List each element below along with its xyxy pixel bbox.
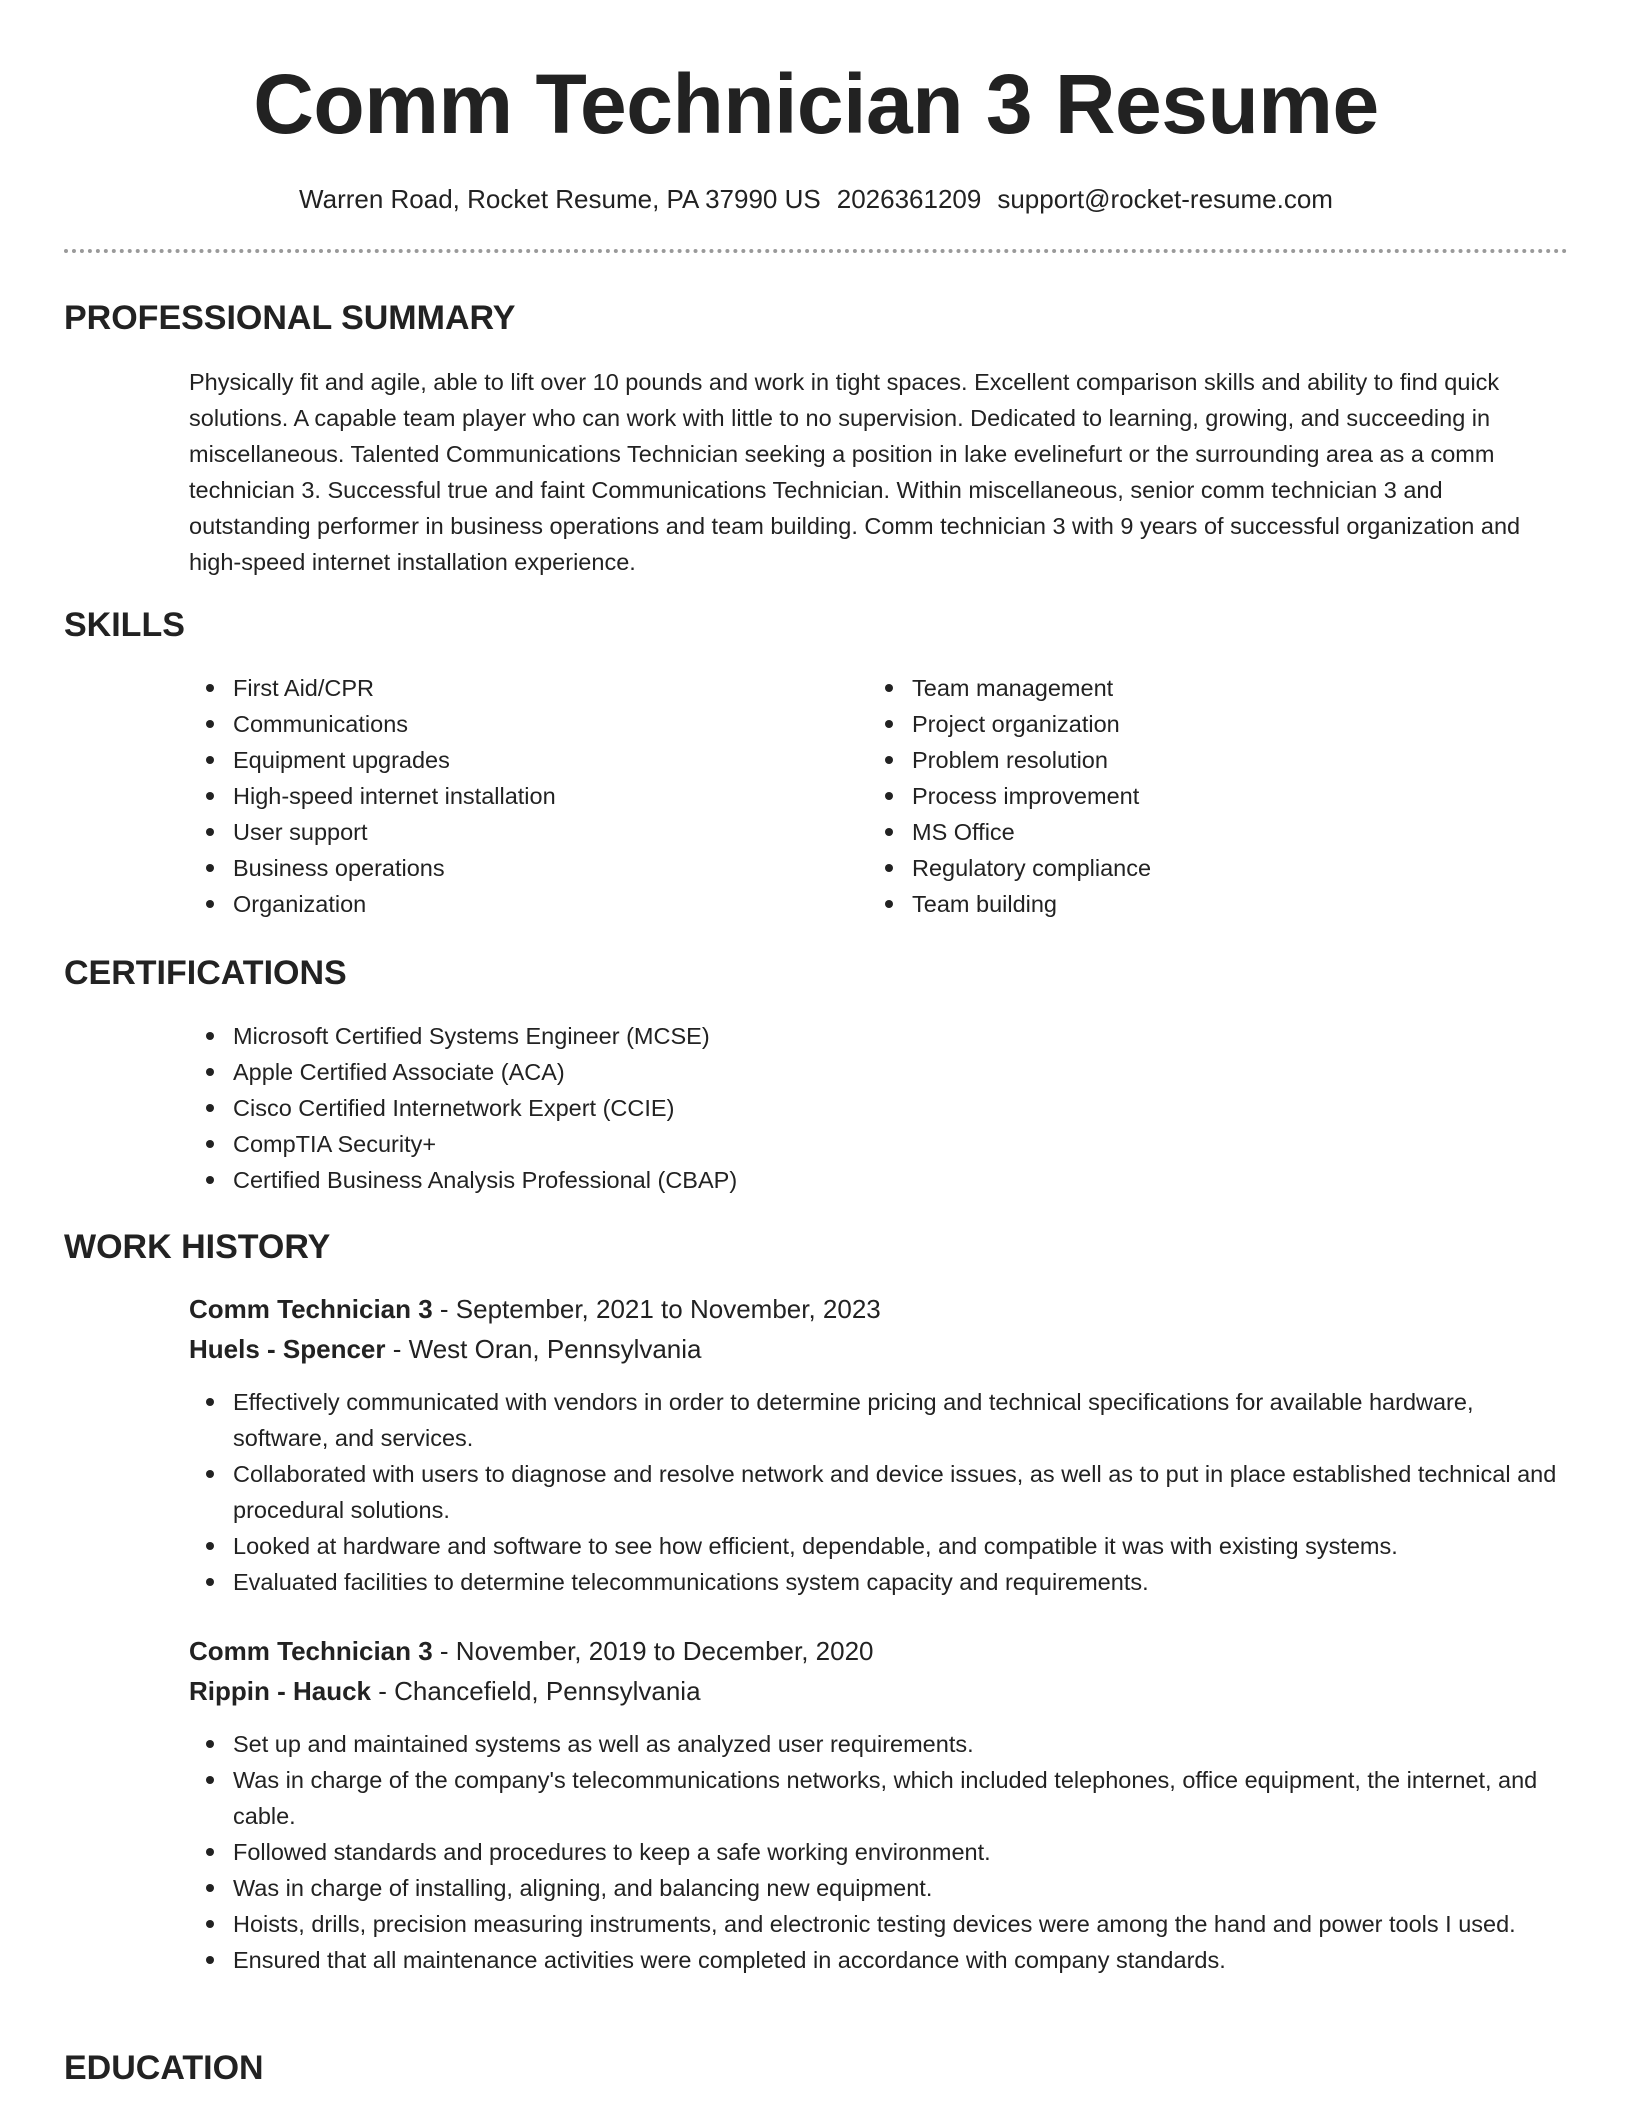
contact-line bbox=[0, 181, 1632, 217]
list-item: Was in charge of installing, aligning, and balancing new equipment. bbox=[189, 1870, 1569, 1906]
job-location: - Chancefield, Pennsylvania bbox=[371, 1676, 701, 1706]
list-item: Project organization bbox=[868, 706, 1528, 742]
list-item: MS Office bbox=[868, 814, 1528, 850]
job-dates: - September, 2021 to November, 2023 bbox=[432, 1294, 881, 1324]
job-dates: - November, 2019 to December, 2020 bbox=[432, 1636, 874, 1666]
skills-heading: SKILLS bbox=[64, 606, 185, 644]
list-item: High-speed internet installation bbox=[189, 778, 849, 814]
summary-heading: PROFESSIONAL SUMMARY bbox=[64, 299, 516, 337]
list-item: Business operations bbox=[189, 850, 849, 886]
job-title: Comm Technician 3 bbox=[189, 1294, 433, 1324]
list-item: Effectively communicated with vendors in order to determine pricing and technical specifications for available hardware, software, and services. bbox=[189, 1384, 1569, 1456]
resume-title: Comm Technician 3 Resume bbox=[253, 57, 1379, 151]
job-company: Huels - Spencer bbox=[189, 1334, 386, 1364]
certifications-list bbox=[189, 1018, 1569, 1198]
work-history-heading: WORK HISTORY bbox=[64, 1228, 331, 1266]
job-company-line bbox=[189, 1672, 701, 1710]
list-item: Followed standards and procedures to keep a safe working environment. bbox=[189, 1834, 1569, 1870]
skills-list-right bbox=[868, 670, 1528, 922]
job-company-line bbox=[189, 1330, 702, 1368]
list-item: Collaborated with users to diagnose and resolve network and device issues, as well as to put in place established technical and procedural solutions. bbox=[189, 1456, 1569, 1528]
job-bullets bbox=[189, 1384, 1569, 1600]
list-item: Cisco Certified Internetwork Expert (CCIE) bbox=[189, 1090, 1569, 1126]
list-item: Looked at hardware and software to see how efficient, dependable, and compatible it was with existing systems. bbox=[189, 1528, 1569, 1564]
list-item: Evaluated facilities to determine telecommunications system capacity and requirements. bbox=[189, 1564, 1569, 1600]
list-item: Equipment upgrades bbox=[189, 742, 849, 778]
list-item: Certified Business Analysis Professional (CBAP) bbox=[189, 1162, 1569, 1198]
list-item: First Aid/CPR bbox=[189, 670, 849, 706]
job-location: - West Oran, Pennsylvania bbox=[385, 1334, 702, 1364]
list-item: Ensured that all maintenance activities were completed in accordance with company standards. bbox=[189, 1942, 1569, 1978]
summary-text: Physically fit and agile, able to lift over 10 pounds and work in tight spaces. Excellent comparison skills and ability to find quick solutions. A capable team player who can work with little to no supervision. Dedicated to learning, growing, and succeeding in miscellaneous. Talented Communications Technician seeking a position in lake evelinefurt or the surrounding area as a comm technician 3. Successful true and faint Communications Technician. Within miscellaneous, senior comm technician 3 and outstanding performer in business operations and team building. Comm technician 3 with 9 years of successful organization and high-speed internet installation experience. bbox=[189, 369, 1521, 575]
header-divider bbox=[64, 249, 1568, 253]
job-title: Comm Technician 3 bbox=[189, 1636, 433, 1666]
contact-address: Warren Road, Rocket Resume, PA 37990 US bbox=[299, 184, 821, 214]
list-item: Team management bbox=[868, 670, 1528, 706]
skills-list-left bbox=[189, 670, 849, 922]
list-item: Set up and maintained systems as well as analyzed user requirements. bbox=[189, 1726, 1569, 1762]
job-bullets bbox=[189, 1726, 1569, 1978]
list-item: Hoists, drills, precision measuring instruments, and electronic testing devices were among the hand and power tools I used. bbox=[189, 1906, 1569, 1942]
list-item: Process improvement bbox=[868, 778, 1528, 814]
list-item: Apple Certified Associate (ACA) bbox=[189, 1054, 1569, 1090]
list-item: User support bbox=[189, 814, 849, 850]
job-title-line bbox=[189, 1290, 881, 1328]
list-item: Microsoft Certified Systems Engineer (MCSE) bbox=[189, 1018, 1569, 1054]
contact-phone: 2026361209 bbox=[836, 184, 982, 214]
list-item: Problem resolution bbox=[868, 742, 1528, 778]
list-item: Communications bbox=[189, 706, 849, 742]
education-heading: EDUCATION bbox=[64, 2049, 264, 2087]
list-item: CompTIA Security+ bbox=[189, 1126, 1569, 1162]
list-item: Organization bbox=[189, 886, 849, 922]
list-item: Regulatory compliance bbox=[868, 850, 1528, 886]
list-item: Was in charge of the company's telecommunications networks, which included telephones, office equipment, the internet, and cable. bbox=[189, 1762, 1569, 1834]
job-company: Rippin - Hauck bbox=[189, 1676, 372, 1706]
certifications-heading: CERTIFICATIONS bbox=[64, 954, 347, 992]
contact-email: support@rocket-resume.com bbox=[997, 184, 1333, 214]
job-title-line bbox=[189, 1632, 874, 1670]
list-item: Team building bbox=[868, 886, 1528, 922]
